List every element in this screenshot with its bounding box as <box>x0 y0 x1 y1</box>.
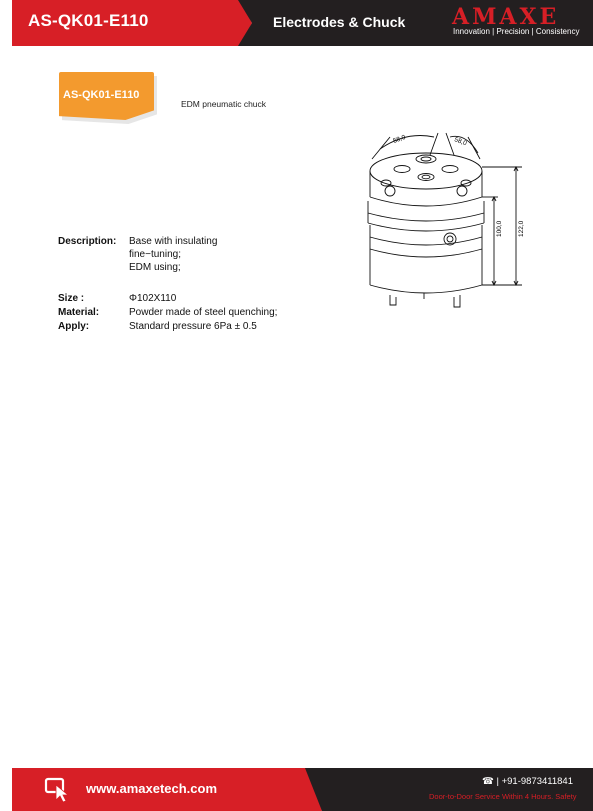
size-label: Size : <box>58 293 85 304</box>
chuck-technical-drawing <box>350 125 530 325</box>
product-subtitle: EDM pneumatic chuck <box>181 99 267 109</box>
brand-logo: AMAXE <box>452 4 560 30</box>
dim-height-inner: 100,0 <box>496 220 503 237</box>
page-footer <box>0 768 593 811</box>
service-note: Door-to-Door Service Within 4 Hours. Safety <box>429 792 577 801</box>
header-product-code: AS-QK01-E110 <box>28 11 149 30</box>
footer-dark-band <box>295 768 593 811</box>
web-pointer-icon <box>44 776 72 802</box>
dim-height-outer: 122,0 <box>518 220 525 237</box>
header-category: Electrodes & Chuck <box>273 14 406 30</box>
phone-number: ☎ | +91-9873411841 <box>482 776 574 787</box>
description-label: Description: <box>58 236 117 247</box>
phone-number-text: +91-9873411841 <box>501 776 574 787</box>
material-value: Powder made of steel quenching; <box>129 307 278 318</box>
size-value: Φ102X110 <box>129 293 177 304</box>
material-label: Material: <box>58 307 100 318</box>
product-tag-label: AS-QK01-E110 <box>63 89 140 101</box>
phone-icon: ☎ <box>482 776 494 787</box>
description-line-2: fine−tuning; <box>129 249 181 260</box>
description-line-1: Base with insulating <box>129 236 218 247</box>
dim-top-right: 58,0 <box>453 136 468 148</box>
brand-tagline: Innovation | Precision | Consistency <box>453 27 580 36</box>
website-link[interactable]: www.amaxetech.com <box>86 781 218 796</box>
page-header <box>0 0 593 46</box>
apply-value: Standard pressure 6Pa ± 0.5 <box>129 321 257 332</box>
apply-label: Apply: <box>58 321 90 332</box>
dim-top-left: 58,0 <box>392 133 407 145</box>
description-line-3: EDM using; <box>129 262 181 273</box>
